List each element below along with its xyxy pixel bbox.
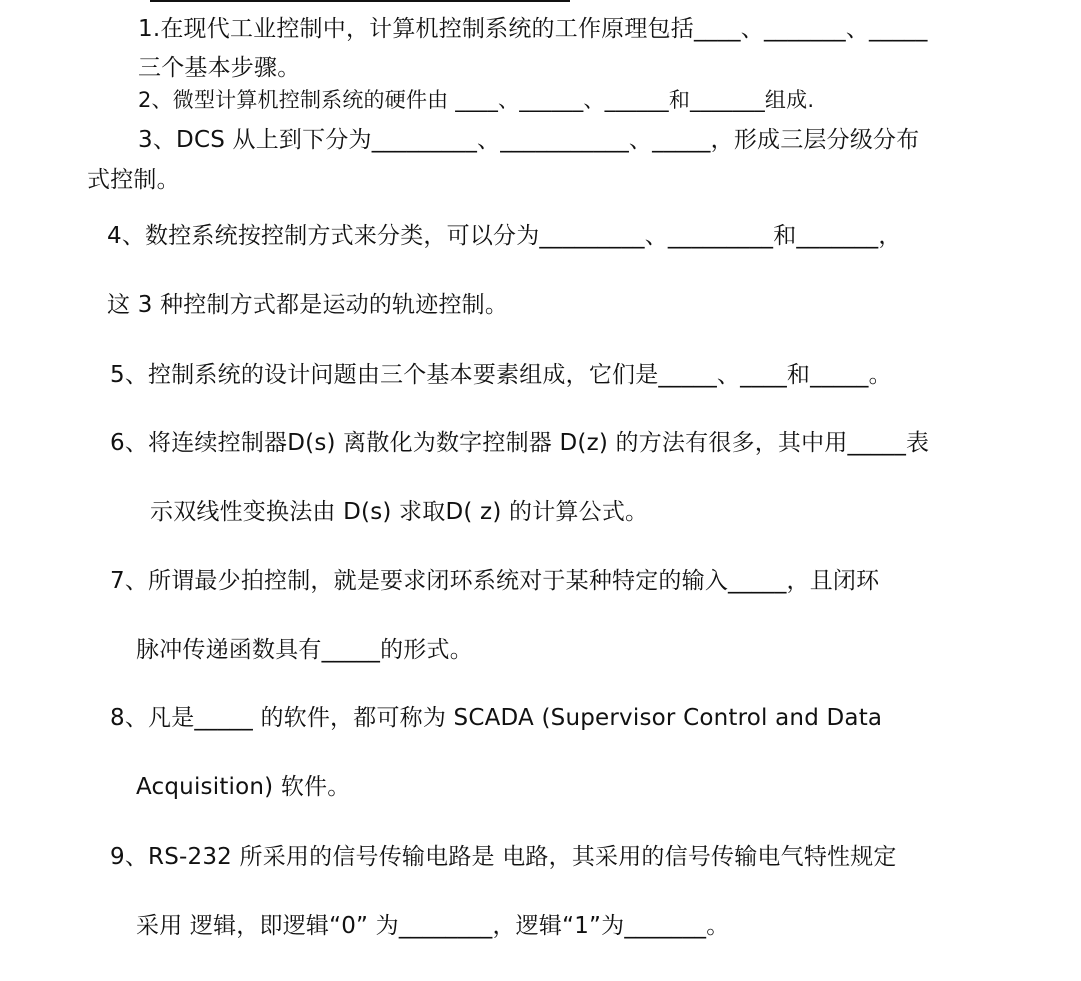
q1-line-1: 1.在现代工业控制中，计算机控制系统的工作原理包括____、_______、_____ [138,16,928,42]
q1-line-2: 三个基本步骤。 [138,55,301,81]
q9-line-2: 采用 逻辑，即逻辑“0” 为________，逻辑“1”为_______。 [136,913,730,939]
q4-line-2: 这 3 种控制方式都是运动的轨迹控制。 [107,292,509,318]
q6-line-2: 示双线性变换法由 D(s) 求取D( z) 的计算公式。 [150,499,649,525]
q4-line-1: 4、数控系统按控制方式来分类，可以分为_________、_________和_______， [107,223,902,249]
q7-line-2: 脉冲传递函数具有_____的形式。 [136,637,473,663]
q7-line-1: 7、所谓最少拍控制，就是要求闭环系统对于某种特定的输入_____，且闭环 [110,568,880,594]
cropped-heading-fragment [150,0,570,2]
q8-line-1: 8、凡是_____ 的软件，都可称为 SCADA (Supervisor Control and Data [110,705,883,731]
q3-line-1: 3、DCS 从上到下分为_________、___________、_____，形成三层分级分布 [138,127,920,153]
q5-line-1: 5、控制系统的设计问题由三个基本要素组成，它们是_____、____和_____。 [110,362,892,388]
q9-line-1: 9、RS-232 所采用的信号传输电路是 电路，其采用的信号传输电气特性规定 [110,844,897,870]
q6-line-1: 6、将连续控制器D(s) 离散化为数字控制器 D(z) 的方法有很多，其中用_____表 [110,430,930,456]
q8-line-2: Acquisition) 软件。 [136,774,351,800]
q3-line-2: 式控制。 [87,167,180,193]
q2-line-1: 2、微型计算机控制系统的硬件由 ____、______、______和_______组成. [138,88,815,112]
